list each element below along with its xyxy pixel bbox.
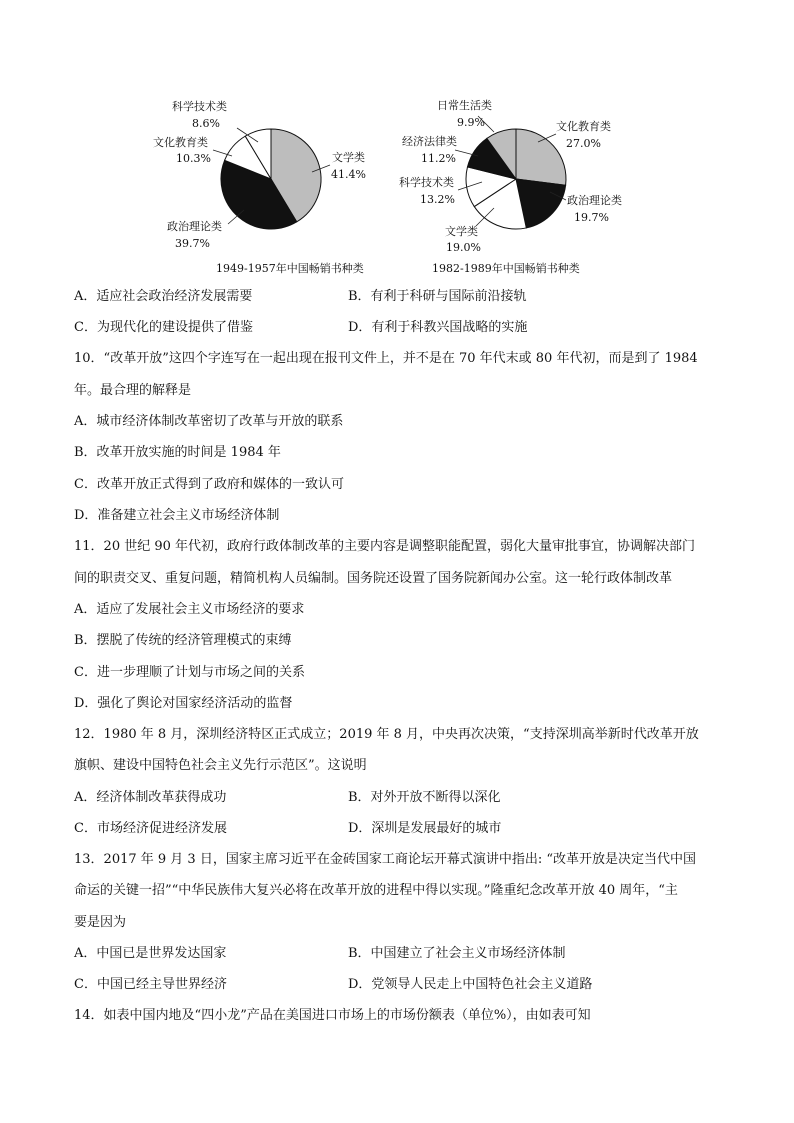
q11-stem-line2: 间的职责交叉、重复问题，精简机构人员编制。国务院还设置了国务院新闻办公室。这一轮行政体制改革 [74, 571, 673, 586]
q10-stem-line1: 10．“改革开放”这四个字连写在一起出现在报刊文件上，并不是在 70 年代末或 80 年代初，而是到了 1984 [74, 351, 698, 366]
pie1-value-politics: 39.7% [175, 237, 210, 250]
q11-stem-line1: 11．20 世纪 90 年代初，政府行政体制改革的主要内容是调整职能配置，弱化大量审批事宜，协调解决部门 [74, 539, 696, 554]
pie2-label-daily: 日常生活类 [437, 99, 492, 112]
pie2-value-culture: 27.0% [566, 137, 601, 150]
pie1-value-science: 8.6% [192, 117, 220, 130]
q14-stem-line1: 14．如表中国内地及“四小龙”产品在美国进口市场上的市场份额表（单位%），由如表可知 [74, 1008, 591, 1023]
q10-option-b: B．改革开放实施的时间是 1984 年 [74, 445, 281, 460]
q11-option-b: B．摆脱了传统的经济管理模式的束缚 [74, 633, 292, 648]
pie2-value-economy-law: 11.2% [421, 152, 456, 165]
pie2-label-literature: 文学类 [445, 225, 478, 238]
q10-option-a: A．城市经济体制改革密切了改革与开放的联系 [74, 414, 344, 429]
q11-option-c: C．进一步理顺了计划与市场之间的关系 [74, 665, 305, 680]
pie2-label-culture: 文化教育类 [556, 120, 611, 133]
q12-option-a: A．经济体制改革获得成功 [74, 790, 227, 805]
pie1-label-culture: 文化教育类 [153, 136, 208, 149]
q13-option-b: B．中国建立了社会主义市场经济体制 [348, 946, 566, 961]
q10-stem-line2: 年。最合理的解释是 [74, 383, 192, 398]
pie-charts-svg [0, 0, 794, 285]
q11-option-a: A．适应了发展社会主义市场经济的要求 [74, 602, 305, 617]
pie2-value-daily: 9.9% [457, 116, 485, 129]
q13-option-a: A．中国已是世界发达国家 [74, 946, 227, 961]
q12-option-b: B．对外开放不断得以深化 [348, 790, 501, 805]
pie-charts-figure [0, 0, 794, 285]
pie2-label-politics: 政治理论类 [567, 194, 622, 207]
pie2-caption: 1982-1989年中国畅销书种类 [432, 262, 580, 275]
pie2-value-literature: 19.0% [446, 241, 481, 254]
pie1-label-literature: 文学类 [332, 151, 365, 164]
q13-option-c: C．中国已经主导世界经济 [74, 977, 227, 992]
pie2-value-science: 13.2% [420, 193, 455, 206]
pie2-value-politics: 19.7% [574, 211, 609, 224]
q9-option-d: D．有利于科教兴国战略的实施 [348, 320, 528, 335]
q12-stem-line2: 旗帜、建设中国特色社会主义先行示范区”。这说明 [74, 758, 367, 773]
q13-option-d: D．党领导人民走上中国特色社会主义道路 [348, 977, 593, 992]
q11-option-d: D．强化了舆论对国家经济活动的监督 [74, 696, 293, 711]
pie1-label-science: 科学技术类 [172, 100, 227, 113]
pie1-value-literature: 41.4% [331, 168, 366, 181]
pie2-label-science: 科学技术类 [399, 176, 454, 189]
pie1-label-politics: 政治理论类 [167, 220, 222, 233]
q9-option-c: C．为现代化的建设提供了借鉴 [74, 320, 253, 335]
pie-chart-1982-1989 [466, 129, 566, 229]
pie1-value-culture: 10.3% [176, 152, 211, 165]
q13-stem-line1: 13．2017 年 9 月 3 日，国家主席习近平在金砖国家工商论坛开幕式演讲中指出: “改革开放是决定当代中国 [74, 852, 696, 867]
q10-option-c: C．改革开放正式得到了政府和媒体的一致认可 [74, 477, 344, 492]
pie2-label-economy-law: 经济法律类 [402, 135, 457, 148]
q9-option-b: B．有利于科研与国际前沿接轨 [348, 289, 527, 304]
pie1-caption: 1949-1957年中国畅销书种类 [216, 262, 364, 275]
q10-option-d: D．准备建立社会主义市场经济体制 [74, 508, 280, 523]
pie-chart-1949-1957 [221, 129, 321, 229]
q9-option-a: A．适应社会政治经济发展需要 [74, 289, 253, 304]
q13-stem-line3: 要是因为 [74, 915, 127, 930]
q12-option-d: D．深圳是发展最好的城市 [348, 821, 502, 836]
q12-option-c: C．市场经济促进经济发展 [74, 821, 227, 836]
q12-stem-line1: 12．1980 年 8 月，深圳经济特区正式成立；2019 年 8 月，中央再次决策，“支持深圳高举新时代改革开放 [74, 727, 699, 742]
pie2-slice-0 [516, 129, 566, 185]
q13-stem-line2: 命运的关键一招”“中华民族伟大复兴必将在改革开放的进程中得以实现。”隆重纪念改革开放 40 周年，“主 [74, 883, 678, 898]
